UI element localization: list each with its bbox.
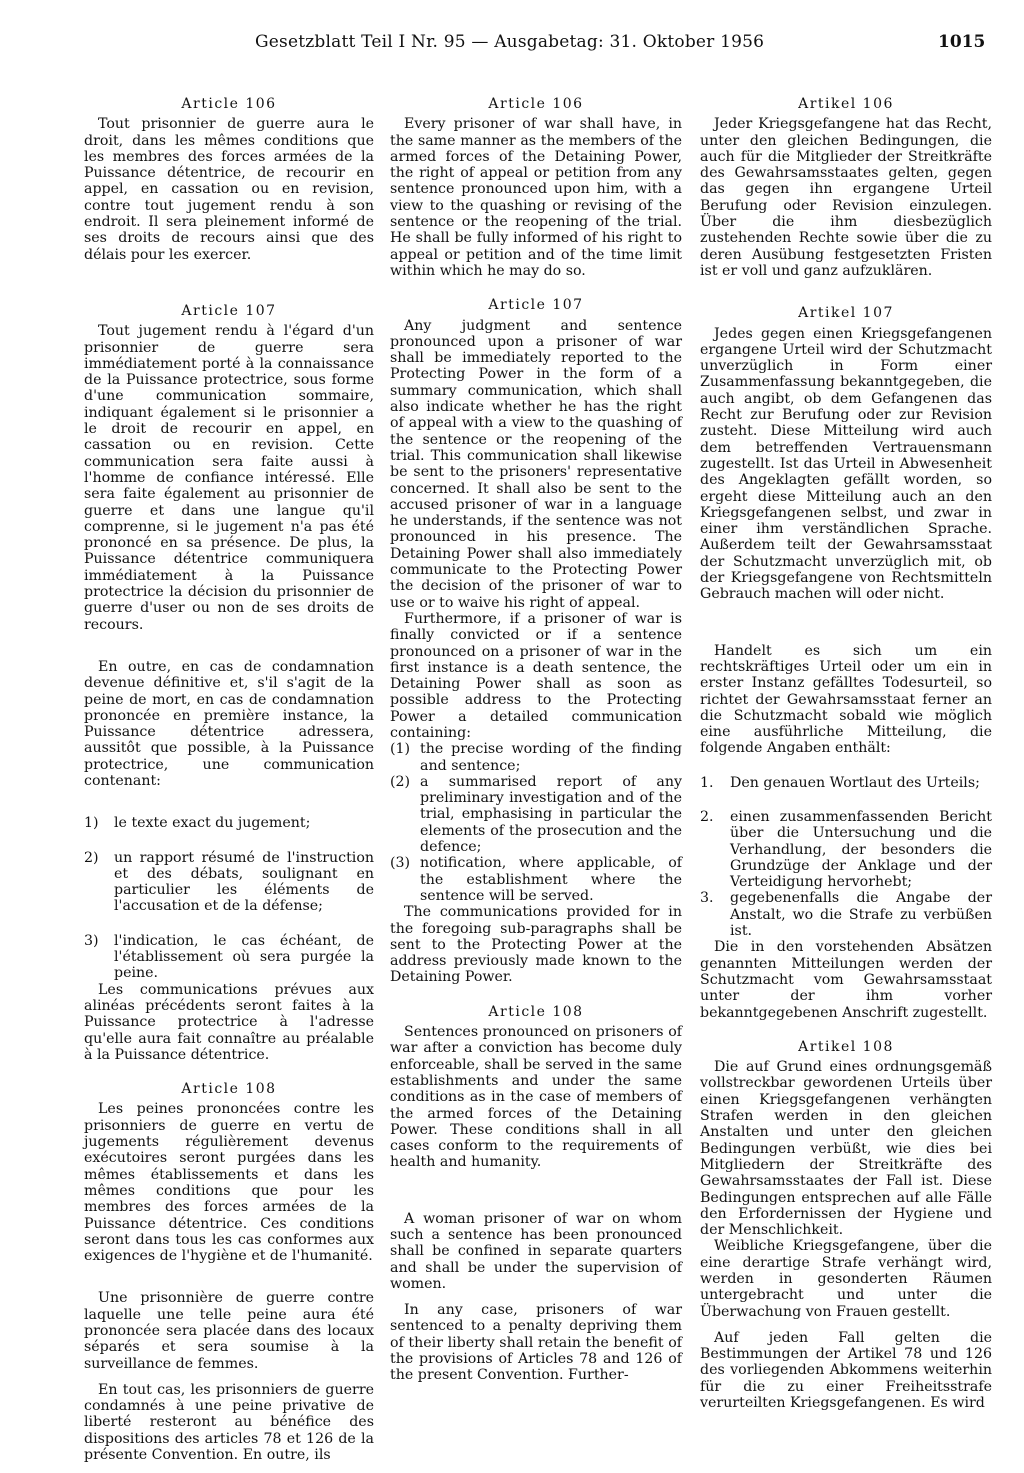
article-108-paragraph-2: Une prisonnière de guerre contre laquelle une telle peine aura été prononcée sera placée dans des locaux séparés et sera soumise à la surveillance de femmes.	[84, 1290, 374, 1372]
list-item-text: einen zusammenfassenden Bericht über die Untersuchung und die Verhandlung, der besonders die Grundzüge der Anklage und der Verteidigung hervorhebt;	[730, 808, 992, 891]
list-item-marker: (1)	[390, 741, 411, 758]
article-108-paragraph-2: Weibliche Kriegsgefangene, über die eine derartige Strafe verhängt wird, werden in gesonderten Räumen untergebracht und unter die Überwachung von Frauen gestellt.	[700, 1238, 992, 1320]
article-108-paragraph-1: Sentences pronounced on prisoners of war after a conviction has become duly enforceable, shall be served in the same establishments and under the same conditions as in the case of members of the armed forces of the Detaining Power. These conditions shall in all cases conform to the requirements of health and humanity.	[390, 1024, 682, 1171]
article-108-paragraph-1: Les peines prononcées contre les prisonniers de guerre en vertu de jugements régulièrement devenus exécutoires seront purgées dans les mêmes établissements et dans les mêmes conditions que pour les membres des forces armées de la Puissance détentrice. Ces conditions seront dans tous les cas conformes aux exigences de l'hygiène et de l'humanité.	[84, 1101, 374, 1265]
list-item-text: l'indication, le cas échéant, de l'établissement où sera purgée la peine.	[114, 932, 374, 982]
list-item-text: Den genauen Wortlaut des Urteils;	[730, 774, 980, 791]
list-item-marker: 3.	[700, 890, 714, 907]
article-107-paragraph-2: En outre, en cas de condamnation devenue définitive et, s'il s'agit de la peine de mort, en cas de condamnation prononcée en première instance, la Puissance détentrice adressera, aussitôt que possible, à la Puissance protectrice, une communication contenant:	[84, 658, 374, 789]
list-item-text: gegebenenfalls die Angabe der Anstalt, wo die Strafe zu verbüßen ist.	[730, 890, 992, 940]
article-108-paragraph-3: In any case, prisoners of war sentenced to a penalty depriving them of their liberty shall retain the benefit of the provisions of Articles 78 and 126 of the present Convention. Further-	[390, 1302, 682, 1384]
list-item-marker: 2.	[700, 808, 714, 825]
article-107-paragraph-1: Any judgment and sentence pronounced upon a prisoner of war shall be immediately reported to the Protecting Power in the form of a summary communication, which shall also indicate whether he has the right of appeal with a view to the quashing of the sentence or the reopening of the trial. This communication shall likewise be sent to the prisoners' representative concerned. It shall also be sent to the accused prisoner of war in a language he understands, if the sentence was not pronounced in his presence. The Detaining Power shall also immediately communicate to the Protecting Power the decision of the prisoner of war to use or to waive his right of appeal.	[390, 317, 682, 611]
list-item-text: un rapport résumé de l'instruction et des débats, soulignant en particulier les éléments de l'accusation et de la défense;	[114, 849, 374, 915]
list-item-text: the precise wording of the finding and sentence;	[420, 741, 682, 774]
english-column	[390, 96, 682, 1384]
list-item-marker: 1.	[700, 774, 714, 791]
list-item	[390, 741, 682, 774]
article-106-paragraph: Tout prisonnier de guerre aura le droit, dans les mêmes conditions que les membres des forces armées de la Puissance détentrice, de recourir en appel, en cassation ou en revision, contre tout jugement rendu à son endroit. Il sera pleinement informé de ses droits de recours ainsi que des délais pour les exercer.	[84, 116, 374, 263]
list-item	[390, 855, 682, 904]
article-108-title: Artikel 108	[798, 1038, 894, 1055]
page-number: 1015	[938, 32, 986, 52]
list-item-text: le texte exact du jugement;	[114, 815, 311, 832]
list-item	[84, 815, 374, 831]
article-107-paragraph-1: Tout jugement rendu à l'égard d'un prisonnier de guerre sera immédiatement porté à la connaissance de la Puissance protectrice, sous forme d'une communication sommaire, indiquant également si le prisonnier a le droit de recourir en appel, en cassation ou en revision. Cette communication sera faite aussi à l'homme de confiance intéressé. Elle sera faite également au prisonnier de guerre et dans une langue qu'il comprenne, si le jugement n'a pas été prononcé en sa présence. De plus, la Puissance détentrice communiquera immédiatement à la Puissance protectrice la décision du prisonnier de guerre d'user ou non de ses droits de recours.	[84, 323, 374, 633]
list-item	[700, 890, 992, 939]
list-item-text: a summarised report of any preliminary investigation and of the trial, emphasising in particular the elements of the prosecution and the defence;	[420, 773, 682, 856]
article-107-title: Article 107	[181, 302, 277, 319]
article-108-title: Article 108	[488, 1003, 584, 1020]
article-107-paragraph-2: Furthermore, if a prisoner of war is finally convicted or if a sentence pronounced on a prisoner of war in the first instance is a death sentence, the Detaining Power shall as soon as possible address to the Protecting Power a detailed communication containing:	[390, 610, 682, 741]
article-107-paragraph-2: Handelt es sich um ein rechtskräftiges Urteil oder um ein in erster Instanz gefälltes Todesurteil, so richtet der Gewahrsamsstaat ferner an die Schutzmacht sobald wie möglich eine ausführliche Mitteilung, die folgende Angaben enthält:	[700, 642, 992, 757]
german-column	[700, 96, 992, 1411]
article-107-title: Artikel 107	[798, 305, 894, 322]
list-item-marker: 1)	[84, 815, 99, 832]
article-108-paragraph-3: Auf jeden Fall gelten die Bestimmungen der Artikel 78 und 126 des vorliegenden Abkommens weiterhin für die zu einer Freiheitsstrafe verurteilten Kriegsgefangenen. Es wird	[700, 1329, 992, 1412]
article-106-paragraph: Jeder Kriegsgefangene hat das Recht, unter den gleichen Bedingungen, die auch für die Mitglieder der Streitkräfte des Gewahrsamsstaates gelten, gegen das gegen ihn ergangene Urteil Berufung oder Revision einzulegen. Über die ihm diesbezüglich zustehenden Rechte sowie über die zu deren Ausübung festgesetzten Fristen ist er voll und ganz aufzuklären.	[700, 116, 992, 279]
article-108-paragraph-2: A woman prisoner of war on whom such a sentence has been pronounced shall be confined in separate quarters and shall be under the supervision of women.	[390, 1210, 682, 1292]
page-header	[0, 28, 1024, 58]
article-106-title: Article 106	[181, 96, 277, 112]
article-107-title: Article 107	[488, 297, 584, 314]
article-107-paragraph-3: The communications provided for in the foregoing sub-paragraphs shall be sent to the Protecting Power at the address previously made known to the Detaining Power.	[390, 904, 682, 986]
article-106-paragraph: Every prisoner of war shall have, in the same manner as the members of the armed forces of the Detaining Power, the right of appeal or petition from any sentence pronounced upon him, with a view to the quashing or revising of the sentence or the reopening of the trial. He shall be fully informed of his right to appeal or petition and of the time limit within which he may do so.	[390, 116, 682, 279]
article-106-title: Article 106	[488, 96, 584, 112]
article-107-paragraph-3: Les communications prévues aux alinéas précédents seront faites à la Puissance protectrice à l'adresse qu'elle aura fait connaître au préalable à la Puissance détentrice.	[84, 981, 374, 1063]
article-106-title: Artikel 106	[798, 96, 894, 112]
list-item	[84, 850, 374, 915]
list-item-marker: 3)	[84, 932, 99, 949]
header-title: Gesetzblatt Teil I Nr. 95 — Ausgabetag: 31. Oktober 1956	[255, 32, 765, 52]
list-item-marker: 2)	[84, 849, 99, 866]
list-item-marker: (2)	[390, 773, 411, 790]
french-column	[84, 96, 374, 1463]
article-107-paragraph-1: Jedes gegen einen Kriegsgefangenen ergangene Urteil wird der Schutzmacht unverzüglich in Form einer Zusammenfassung bekanntgegeben, die auch angibt, ob dem Gefangenen das Recht zur Berufung oder zur Revision zusteht. Diese Mitteilung wird auch dem betreffenden Vertrauensmann zugestellt. Ist das Urteil in Abwesenheit des Angeklagten gefällt worden, so ergeht diese Mitteilung auch an den Kriegsgefangenen selbst, und zwar in einer ihm verständlichen Sprache. Außerdem teilt der Gewahrsamsstaat der Schutzmacht unverzüglich mit, ob der Kriegsgefangene von Rechtsmitteln Gebrauch machen will oder nicht.	[700, 325, 992, 603]
list-item-marker: (3)	[390, 855, 411, 872]
list-item	[84, 933, 374, 982]
list-item	[700, 809, 992, 890]
article-108-title: Article 108	[181, 1081, 277, 1098]
list-item-text: notification, where applicable, of the establishment where the sentence will be served.	[420, 855, 682, 904]
article-107-paragraph-3: Die in den vorstehenden Absätzen genannten Mitteilungen werden der Schutzmacht vom Gewahrsamsstaat unter der ihm vorher bekanntgegebenen Anschrift zugestellt.	[700, 939, 992, 1021]
article-108-paragraph-1: Die auf Grund eines ordnungsgemäß vollstreckbar gewordenen Urteils über einen Kriegsgefangenen verhängten Strafen werden in den gleichen Anstalten und unter den gleichen Bedingungen verbüßt, wie dies bei Mitgliedern der Streitkräfte des Gewahrsamsstaates der Fall ist. Diese Bedingungen entsprechen auf alle Fälle den Erfordernissen der Hygiene und der Menschlichkeit.	[700, 1059, 992, 1239]
list-item	[390, 774, 682, 855]
article-108-paragraph-3: En tout cas, les prisonniers de guerre condamnés à une peine privative de liberté resteront au bénéfice des dispositions des articles 78 et 126 de la présente Convention. En outre, ils	[84, 1381, 374, 1464]
list-item	[700, 775, 992, 791]
